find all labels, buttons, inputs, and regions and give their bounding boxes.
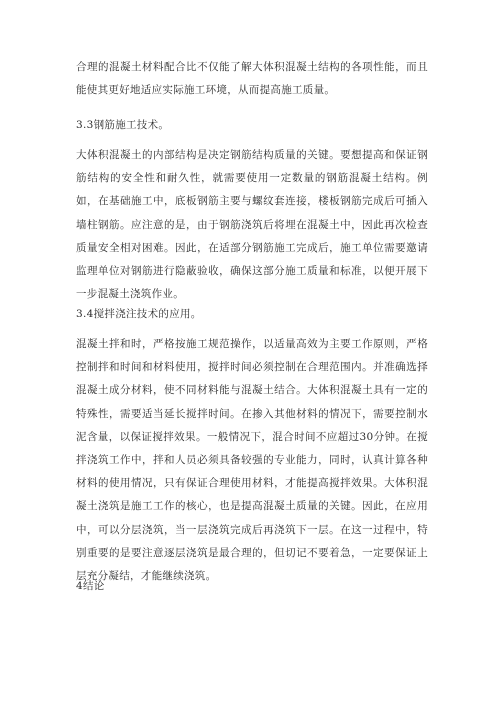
paragraph-rebar-construction: 大体积混凝土的内部结构是决定钢筋结构质量的关键。要想提高和保证钢筋结构的安全性和耐久性，就需要使用一定数量的钢筋混凝土结构。例如，在基础施工中，底板钢筋主要与螺纹套连接，楼板钢筋完成后可插入墙柱钢筋。应注意的是，由于钢筋浇筑后将埋在混凝土中，因此再次检查质量安全相对困难。因此，在适部分钢筋施工完成后，施工单位需要邀请监理单位对钢筋进行隐蔽验收，确保这部分施工质量和标准，以便开展下一步混凝土浇筑作业。 [76, 149, 428, 301]
section-heading-3-3: 3.3钢筋施工技术。 [76, 119, 170, 131]
paragraph-mixing-pouring: 混凝土拌和时，严格按施工规范操作，以适量高效为主要工作原则，严格控制拌和时间和材料使用，搅拌时间必须控制在合理范围内。并准确选择混凝土成分材料，使不同材料能与混凝土结合。大体积混凝土具有一定的特殊性，需要适当延长搅拌时间。在掺入其他材料的情况下，需要控制水泥含量，以保证搅拌效果。一般情况下，混合时间不应超过30分钟。在搅拌浇筑工作中，拌和人员必须具备较强的专业能力，同时，认真计算各种材料的使用情况，只有保证合理使用材料，才能提高搅拌效果。大体积混凝土浇筑是施工工作的核心，也是提高混凝土质量的关键。因此，在应用中，可以分层浇筑，当一层浇筑完成后再浇筑下一层。在这一过程中，特别重要的是要注意逐层浇筑是最合理的，但切记不要着急，一定要保证上层充分凝结，才能继续浇筑。 [76, 338, 428, 583]
section-heading-4: 4结论 [76, 580, 105, 592]
paragraph-mix-ratio: 合理的混凝土材料配合比不仅能了解大体积混凝土结构的各项性能，而且能使其更好地适应实际施工环境，从而提高施工质量。 [76, 61, 428, 97]
section-heading-3-4: 3.4搅拌浇注技术的应用。 [76, 308, 202, 320]
